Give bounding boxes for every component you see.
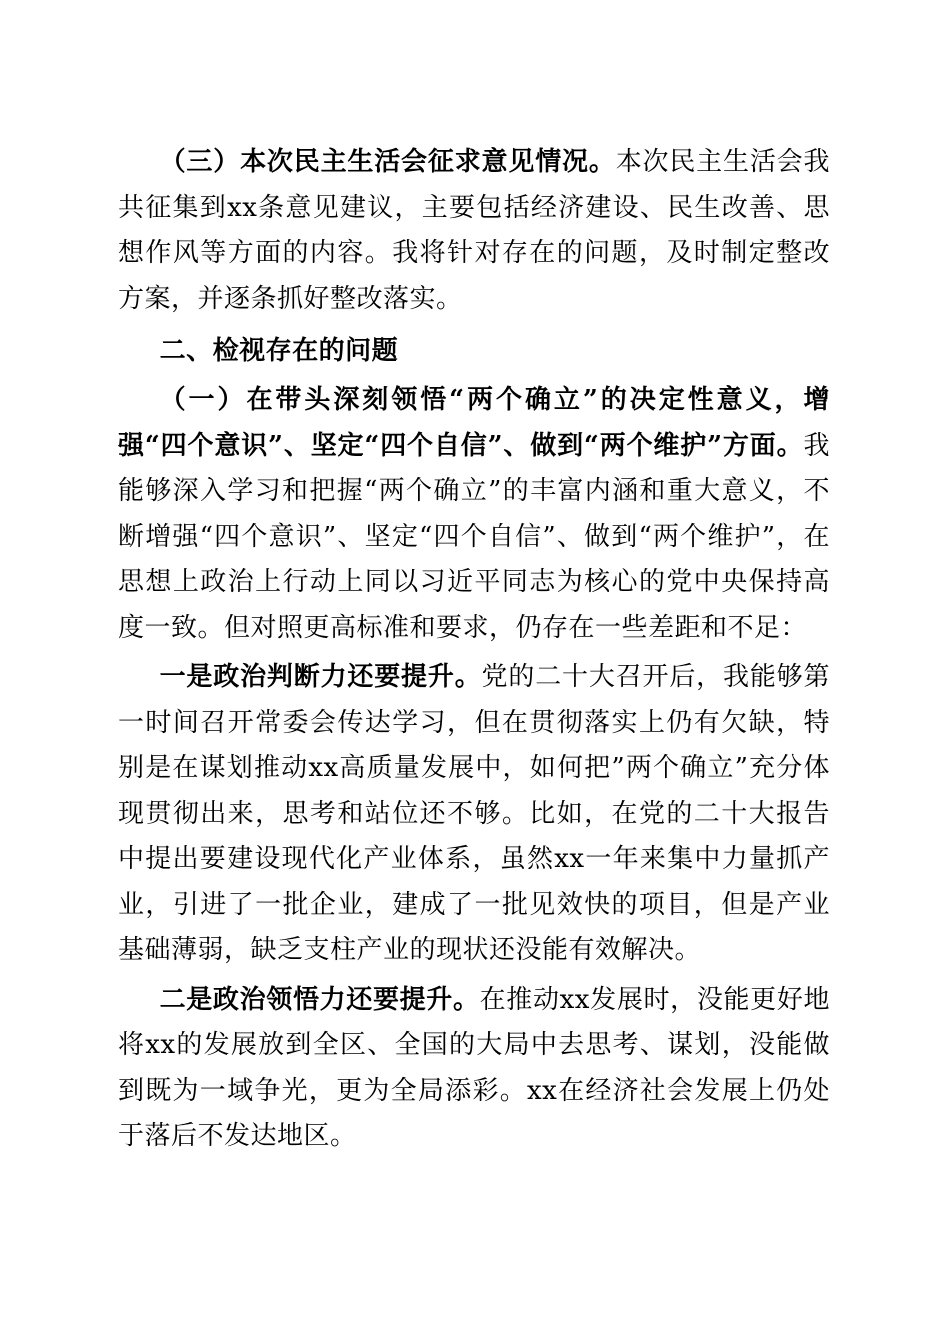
paragraph-two-establishments-body: 我能够深入学习和把握“两个确立”的丰富内涵和重大意义，不断增强“四个意识”、坚定“四个自信”、做到“两个维护”，在思想上政治上行动上同以习近平同志为核心的党中央保持高度一致。但对照更高标准和要求，仍存在一些差距和不足：: [118, 430, 830, 643]
paragraph-political-judgment-body: 党的二十大召开后，我能够第一时间召开常委会传达学习，但在贯彻落实上仍有欠缺，特别是在谋划推动xx高质量发展中，如何把”两个确立”充分体现贯彻出来，思考和站位还不够。比如，在党的二十大报告中提出要建设现代化产业体系，虽然xx一年来集中力量抓产业，引进了一批企业，建成了一批见效快的项目，但是产业基础薄弱，缺乏支柱产业的现状还没能有效解决。: [118, 662, 830, 965]
spacer: [118, 322, 830, 326]
paragraph-political-comprehension-body: 在推动xx发展时，没能更好地将xx的发展放到全区、全国的大局中去思考、谋划，没能做到既为一域争光，更为全局添彩。xx在经济社会发展上仍处于落后不发达地区。: [118, 984, 830, 1151]
paragraph-two-establishments-lead: （一）在带头深刻领悟“两个确立”的决定性意义，增强“四个意识”、坚定“四个自信”、做到“两个维护”方面。: [118, 385, 830, 461]
paragraph-two-establishments: [118, 378, 830, 651]
paragraph-opinions-lead: （三）本次民主生活会征求意见情况。: [159, 147, 616, 177]
paragraph-political-comprehension-lead: 二是政治领悟力还要提升。: [159, 984, 480, 1015]
paragraph-opinions: [118, 140, 830, 322]
document-page: [118, 140, 830, 1160]
section-heading-problems: 二、检视存在的问题: [159, 336, 399, 366]
paragraph-political-comprehension: [118, 978, 830, 1160]
paragraph-political-judgment: [118, 655, 830, 974]
paragraph-political-judgment-lead: 一是政治判断力还要提升。: [159, 662, 482, 692]
paragraph-opinions-body: 本次民主生活会我共征集到xx条意见建议，主要包括经济建设、民生改善、思想作风等方面的内容。我将针对存在的问题，及时制定整改方案，并逐条抓好整改落实。: [118, 147, 830, 314]
